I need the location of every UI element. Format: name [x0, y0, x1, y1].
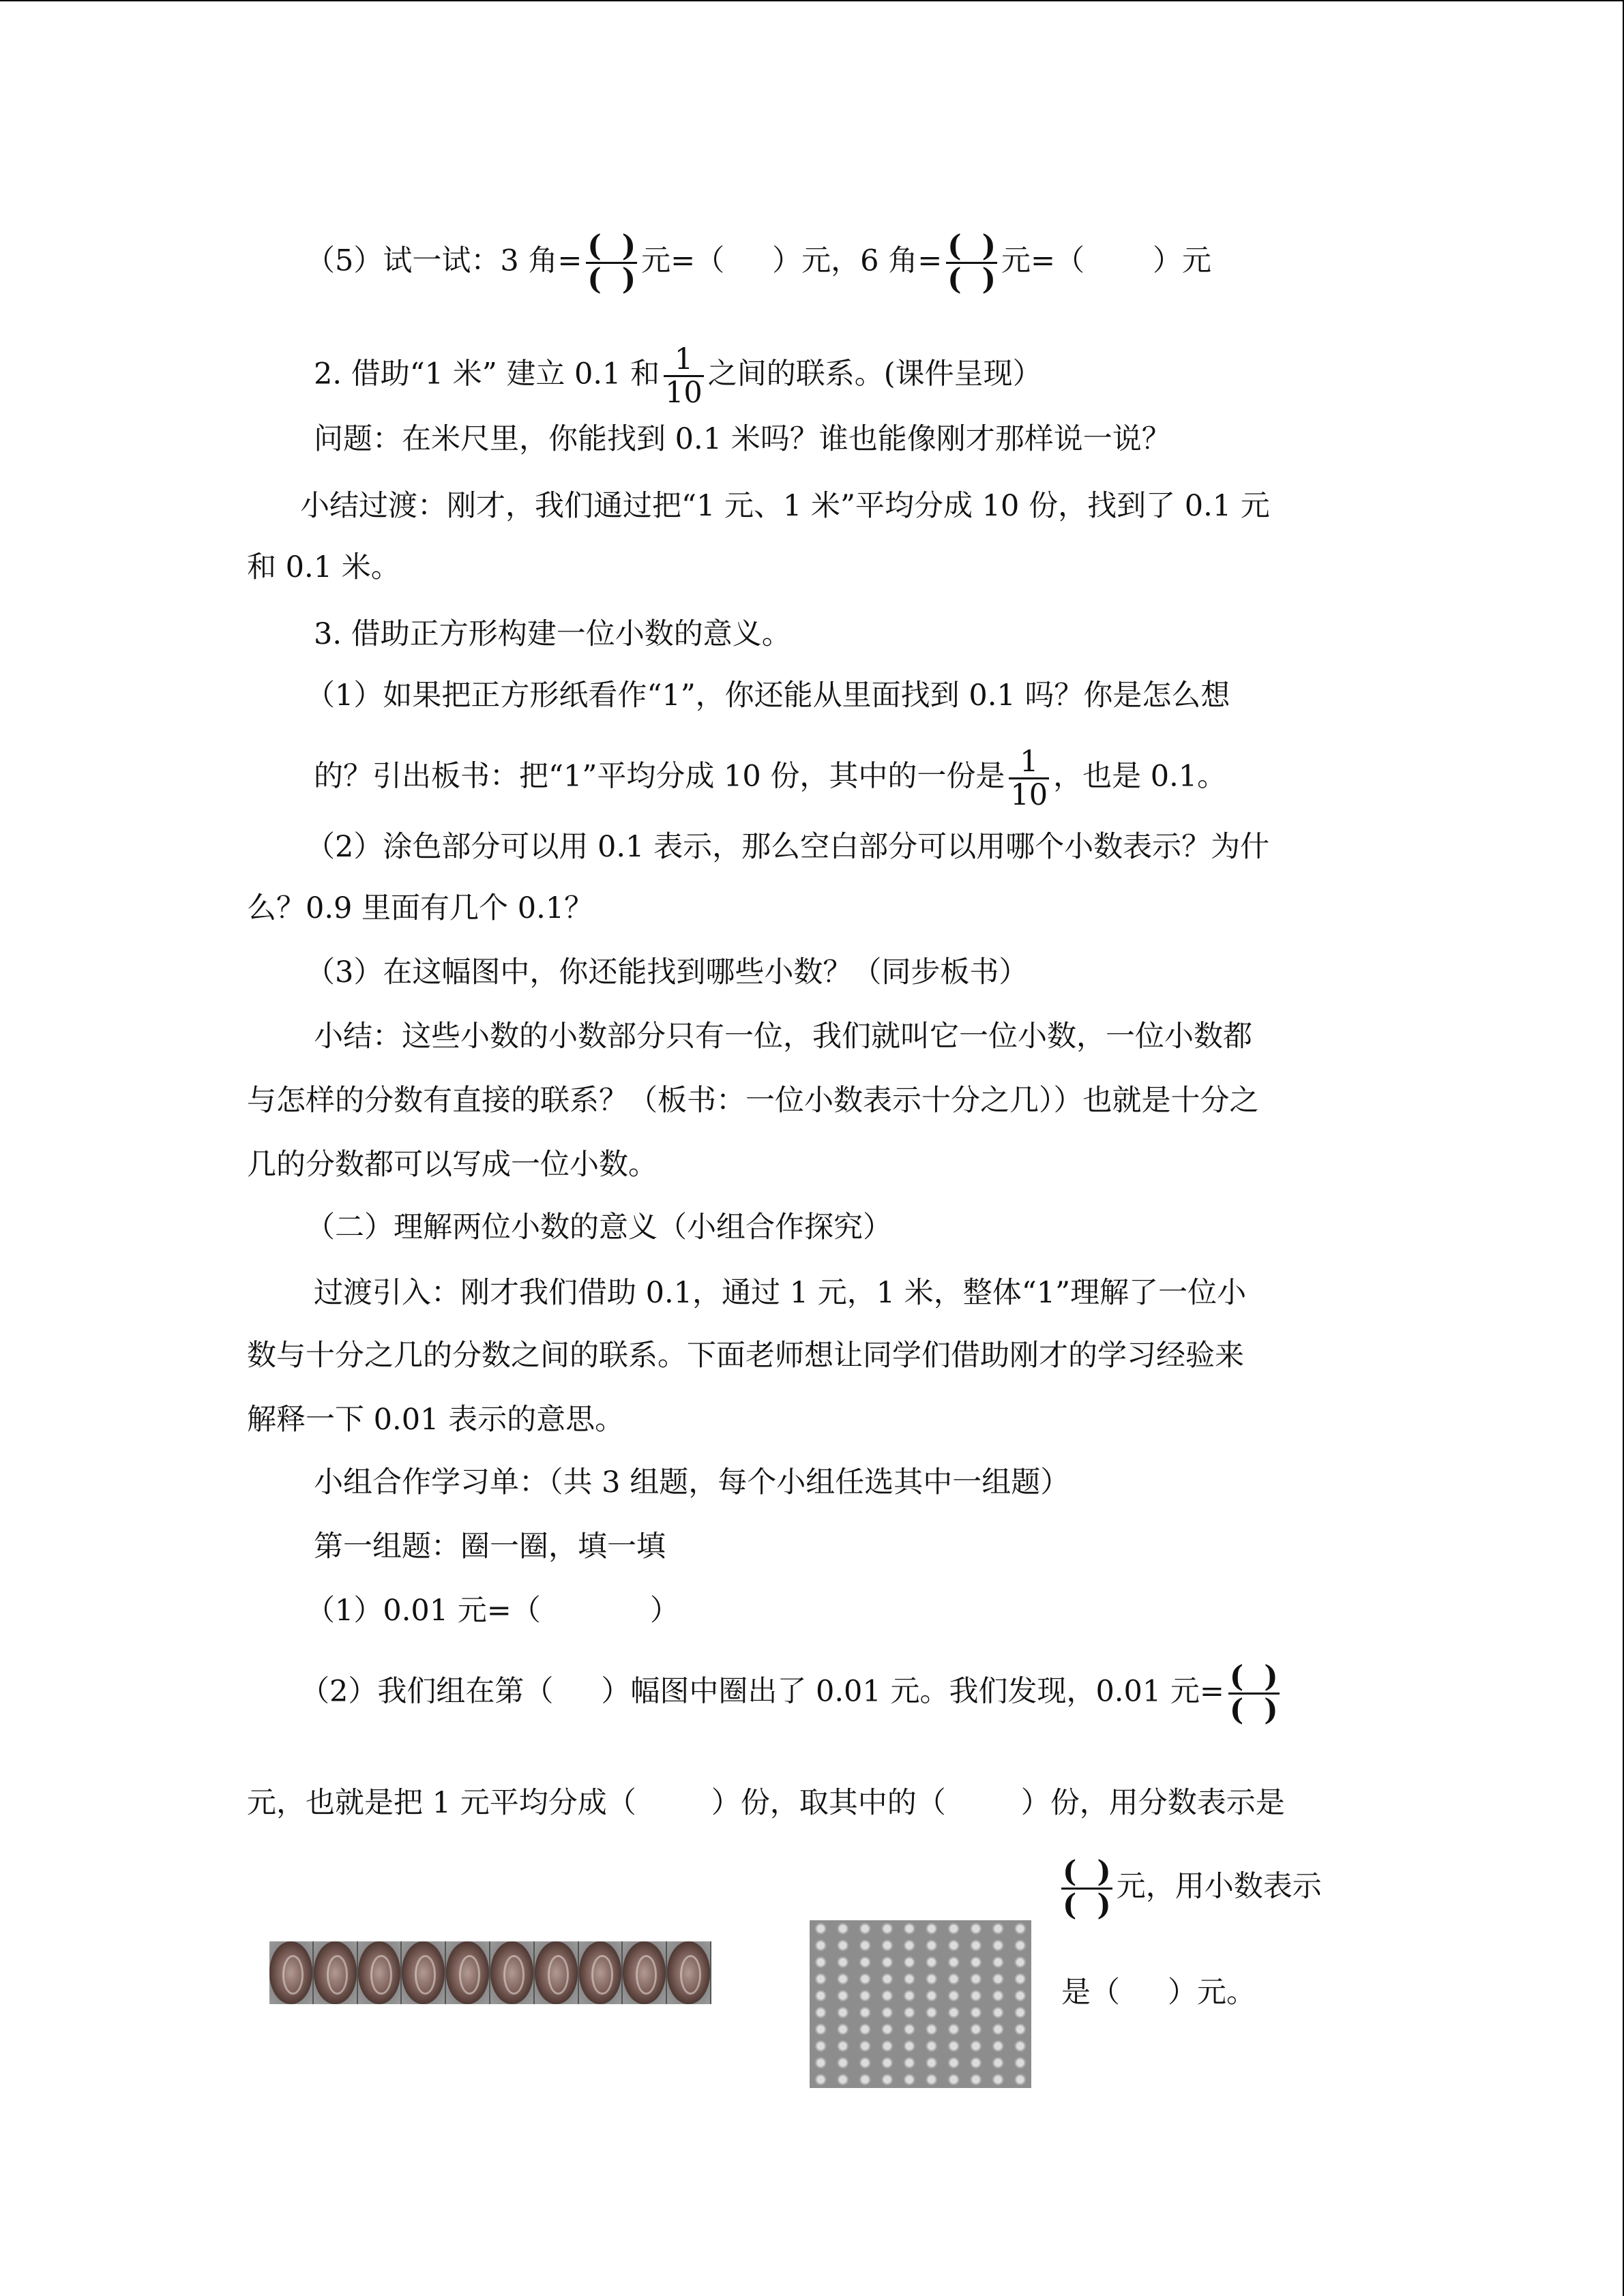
- ten-coins-image: [269, 1941, 711, 2004]
- line-summary: 小结过渡：刚才，我们通过把“1 元、1 米”平均分成 10 份，找到了 0.1 元: [300, 489, 1270, 523]
- line-transition-cont1: 数与十分之几的分数之间的联系。下面老师想让同学们借助刚才的学习经验来: [247, 1339, 1244, 1373]
- text: ）元: [1152, 243, 1211, 278]
- line-summary-cont: 和 0.1 米。: [247, 550, 400, 584]
- coin-icon: [490, 1941, 535, 2004]
- line-section-two: （二）理解两位小数的意义（小组合作探究）: [306, 1210, 892, 1244]
- text: 元=（: [1001, 243, 1084, 278]
- text: （1）0.01 元=（: [306, 1594, 541, 1628]
- line-summary2-cont2: 几的分数都可以写成一位小数。: [247, 1148, 658, 1182]
- blank-fraction: $\frac{( )}{( )}$: [1063, 1855, 1111, 1922]
- coin-icon: [535, 1941, 579, 2004]
- coin-icon: [446, 1941, 490, 2004]
- line-heading-3: 3. 借助正方形构建一位小数的意义。: [314, 617, 791, 651]
- line-q1: [306, 1590, 679, 1631]
- text: ）幅图中圈出了 0.01 元。我们发现，0.01 元=: [601, 1674, 1224, 1709]
- coin-icon: [667, 1941, 711, 2004]
- line-meter-link: [314, 344, 1042, 408]
- hundred-coins-grid-image: [810, 1920, 1031, 2088]
- fraction-one-tenth: $\frac{1}{10}$: [665, 342, 703, 410]
- coin-icon: [402, 1941, 446, 2004]
- line-summary2: 小结：这些小数的小数部分只有一位，我们就叫它一位小数，一位小数都: [314, 1019, 1252, 1054]
- line-worksheet: 小组合作学习单：（共 3 组题，每个小组任选其中一组题）: [314, 1465, 1070, 1500]
- text: （5）试一试：3 角=: [306, 243, 582, 278]
- text: ）元，6 角=: [772, 243, 943, 278]
- text: ）元。: [1168, 1976, 1256, 2010]
- line-question: 问题：在米尺里，你能找到 0.1 米吗？谁也能像刚才那样说一说？: [314, 422, 1171, 456]
- text: ）: [649, 1594, 679, 1628]
- blank-fraction: $\frac{( )}{( )}$: [587, 229, 636, 297]
- text: ，也是 0.1。: [1053, 759, 1227, 794]
- coin-icon: [358, 1941, 402, 2004]
- line-summary2-cont1: 与怎样的分数有直接的联系？（板书：一位小数表示十分之几））也就是十分之: [247, 1084, 1259, 1118]
- coin-icon: [623, 1941, 667, 2004]
- line-group-one: 第一组题：圈一圈，填一填: [314, 1530, 666, 1564]
- text: ）份，用分数表示是: [1020, 1786, 1285, 1820]
- line-transition: 过渡引入：刚才我们借助 0.1，通过 1 元，1 米，整体“1”理解了一位小: [314, 1276, 1247, 1310]
- coin-icon: [269, 1941, 314, 2004]
- text: （2）我们组在第（: [300, 1674, 554, 1709]
- line-square-q2-cont: 么？0.9 里面有几个 0.1？: [247, 891, 594, 925]
- line-q2-cont2: [1061, 1856, 1322, 1921]
- text: 之间的联系。(课件呈现）: [707, 357, 1042, 391]
- text: 元，用小数表示: [1116, 1869, 1322, 1904]
- line-board: [314, 746, 1226, 811]
- text: 的？引出板书：把“1”平均分成 10 份，其中的一份是: [314, 759, 1005, 794]
- line-square-q1: （1）如果把正方形纸看作“1”，你还能从里面找到 0.1 吗？你是怎么想: [306, 679, 1230, 713]
- text: 是（: [1061, 1976, 1120, 2010]
- fraction-one-tenth: $\frac{1}{10}$: [1010, 745, 1048, 812]
- line-q2: [300, 1661, 1284, 1726]
- blank-fraction: $\frac{( )}{( )}$: [1229, 1660, 1278, 1727]
- line-q2-cont: [247, 1783, 1285, 1823]
- text: 2. 借助“1 米” 建立 0.1 和: [314, 357, 660, 391]
- line-transition-cont2: 解释一下 0.01 表示的意思。: [247, 1403, 625, 1437]
- text: ）份，取其中的（: [711, 1786, 946, 1820]
- coin-icon: [314, 1941, 358, 2004]
- line-square-q3: （3）在这幅图中，你还能找到哪些小数？（同步板书）: [306, 955, 1029, 989]
- text: 元，也就是把 1 元平均分成（: [247, 1786, 636, 1820]
- text: 元=（: [641, 243, 725, 278]
- coin-icon: [579, 1941, 623, 2004]
- line-square-q2: （2）涂色部分可以用 0.1 表示，那么空白部分可以用哪个小数表示？为什: [306, 830, 1270, 864]
- blank-fraction: $\frac{( )}{( )}$: [947, 229, 996, 297]
- line-q2-cont3: [1061, 1972, 1256, 2013]
- line-try-it: [306, 230, 1211, 295]
